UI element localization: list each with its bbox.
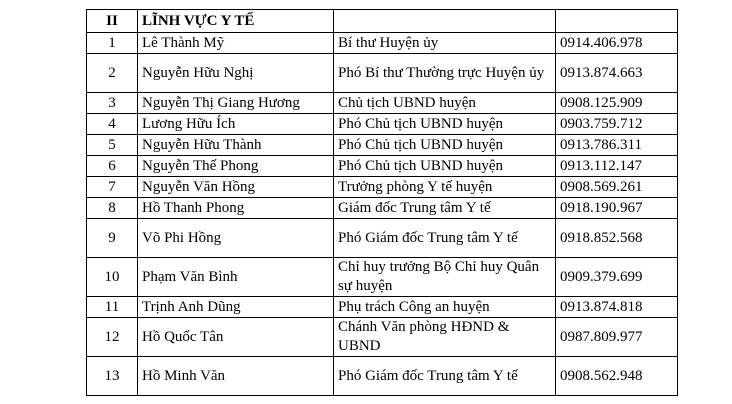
person-role: Giám đốc Trung tâm Y tế — [334, 198, 556, 219]
person-role: Phó Giám đốc Trung tâm Y tế — [334, 219, 556, 258]
row-number: 2 — [87, 54, 138, 93]
section-title: LĨNH VỰC Y TẾ — [138, 10, 334, 33]
person-role: Chánh Văn phòng HĐND & UBND — [334, 318, 556, 357]
table-row — [87, 297, 678, 318]
phone-number: 0913.112.147 — [556, 156, 678, 177]
phone-number: 0909.379.699 — [556, 258, 678, 297]
section-number: II — [87, 10, 138, 33]
phone-number: 0913.874.663 — [556, 54, 678, 93]
row-number: 8 — [87, 198, 138, 219]
person-name: Hồ Thanh Phong — [138, 198, 334, 219]
phone-number: 0918.190.967 — [556, 198, 678, 219]
table-row — [87, 156, 678, 177]
person-name: Hồ Quốc Tân — [138, 318, 334, 357]
table-row — [87, 219, 678, 258]
row-number: 11 — [87, 297, 138, 318]
phone-number: 0908.125.909 — [556, 93, 678, 114]
contact-table — [86, 9, 678, 396]
table-row — [87, 258, 678, 297]
person-name: Nguyễn Thị Giang Hương — [138, 93, 334, 114]
row-number: 10 — [87, 258, 138, 297]
row-number: 4 — [87, 114, 138, 135]
person-role: Bí thư Huyện ủy — [334, 33, 556, 54]
phone-number: 0908.562.948 — [556, 357, 678, 396]
person-name: Nguyễn Hữu Thành — [138, 135, 334, 156]
phone-number: 0914.406.978 — [556, 33, 678, 54]
person-name: Võ Phi Hồng — [138, 219, 334, 258]
phone-number: 0987.809.977 — [556, 318, 678, 357]
table-row — [87, 135, 678, 156]
table-row — [87, 114, 678, 135]
person-name: Lương Hữu Ích — [138, 114, 334, 135]
row-number: 7 — [87, 177, 138, 198]
table-row — [87, 177, 678, 198]
phone-number: 0913.786.311 — [556, 135, 678, 156]
table-row — [87, 54, 678, 93]
row-number: 12 — [87, 318, 138, 357]
table-row — [87, 33, 678, 54]
person-name: Trịnh Anh Dũng — [138, 297, 334, 318]
section-empty-cell — [556, 10, 678, 33]
person-role: Phó Chủ tịch UBND huyện — [334, 156, 556, 177]
table-row — [87, 198, 678, 219]
row-number: 5 — [87, 135, 138, 156]
table-row — [87, 93, 678, 114]
person-role: Phó Chủ tịch UBND huyện — [334, 114, 556, 135]
person-name: Nguyễn Thế Phong — [138, 156, 334, 177]
person-role: Chủ tịch UBND huyện — [334, 93, 556, 114]
person-name: Lê Thành Mỹ — [138, 33, 334, 54]
row-number: 9 — [87, 219, 138, 258]
phone-number: 0918.852.568 — [556, 219, 678, 258]
person-name: Phạm Văn Bình — [138, 258, 334, 297]
person-name: Hồ Minh Văn — [138, 357, 334, 396]
person-role: Phó Giám đốc Trung tâm Y tế — [334, 357, 556, 396]
phone-number: 0913.874.818 — [556, 297, 678, 318]
row-number: 3 — [87, 93, 138, 114]
row-number: 1 — [87, 33, 138, 54]
person-role: Phó Chủ tịch UBND huyện — [334, 135, 556, 156]
person-name: Nguyễn Văn Hồng — [138, 177, 334, 198]
person-role: Phụ trách Công an huyện — [334, 297, 556, 318]
section-empty-cell — [334, 10, 556, 33]
table-row — [87, 318, 678, 357]
phone-number: 0908.569.261 — [556, 177, 678, 198]
phone-number: 0903.759.712 — [556, 114, 678, 135]
person-name: Nguyễn Hữu Nghị — [138, 54, 334, 93]
person-role: Chỉ huy trưởng Bộ Chỉ huy Quân sự huyện — [334, 258, 556, 297]
row-number: 6 — [87, 156, 138, 177]
table-body — [87, 10, 678, 396]
table-row — [87, 357, 678, 396]
person-role: Trưởng phòng Y tế huyện — [334, 177, 556, 198]
section-header-row — [87, 10, 678, 33]
person-role: Phó Bí thư Thường trực Huyện ủy — [334, 54, 556, 93]
row-number: 13 — [87, 357, 138, 396]
